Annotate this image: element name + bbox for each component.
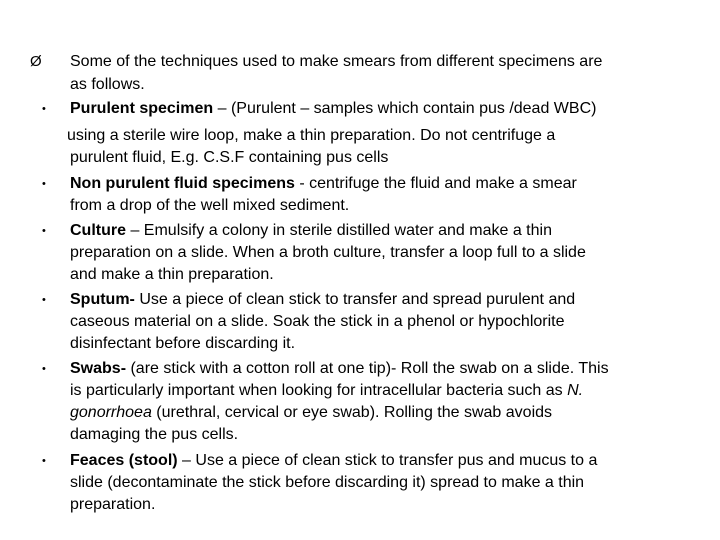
- bullet-icon: •: [42, 103, 46, 115]
- item-line-1: [70, 289, 575, 311]
- item-text: – (Purulent – samples which contain pus /dead WBC): [213, 100, 597, 117]
- item-line-3: preparation.: [70, 496, 156, 513]
- arrow-bullet-icon: Ø: [30, 53, 42, 70]
- intro-line-1: Some of the techniques used to make smears from different specimens are: [70, 53, 603, 70]
- item-title: Culture: [70, 222, 126, 239]
- item-title: Feaces (stool): [70, 452, 178, 469]
- intro-line-2: as follows.: [70, 76, 145, 93]
- item-title: Swabs-: [70, 360, 127, 377]
- item-line-1: [70, 173, 577, 195]
- bullet-icon: •: [42, 225, 46, 237]
- item-line-2: from a drop of the well mixed sediment.: [70, 197, 350, 214]
- item-line-4: damaging the pus cells.: [70, 426, 239, 443]
- item-text: (urethral, cervical or eye swab). Rolling the swab avoids: [151, 404, 553, 421]
- item-text: – Emulsify a colony in sterile distilled water and make a thin: [126, 222, 552, 239]
- bullet-icon: •: [42, 363, 46, 375]
- italic-genus: N.: [567, 382, 584, 399]
- bullet-icon: •: [42, 294, 46, 306]
- item-line-1: [70, 220, 552, 242]
- bullet-icon: •: [42, 455, 46, 467]
- item-line-3: and make a thin preparation.: [70, 266, 274, 283]
- item-line-2: caseous material on a slide. Soak the stick in a phenol or hypochlorite: [70, 313, 565, 330]
- item-text: - centrifuge the fluid and make a smear: [294, 175, 577, 192]
- item-title: Non purulent fluid specimens: [70, 175, 295, 192]
- item-title: Sputum-: [70, 291, 135, 308]
- item-text: Use a piece of clean stick to transfer and spread purulent and: [134, 291, 576, 308]
- item-line-1: [70, 98, 596, 120]
- item-line-3: [70, 402, 552, 424]
- item-line-2: preparation on a slide. When a broth culture, transfer a loop full to a slide: [70, 244, 586, 261]
- item-title: Purulent specimen: [70, 100, 214, 117]
- item-line-3: purulent fluid, E.g. C.S.F containing pus cells: [70, 149, 389, 166]
- item-line-3: disinfectant before discarding it.: [70, 335, 296, 352]
- item-line-2: using a sterile wire loop, make a thin preparation. Do not centrifuge a: [67, 127, 556, 144]
- item-line-2: slide (decontaminate the stick before discarding it) spread to make a thin: [70, 474, 585, 491]
- bullet-icon: •: [42, 178, 46, 190]
- item-line-1: [70, 358, 609, 380]
- item-text: is particularly important when looking for intracellular bacteria such as: [70, 382, 568, 399]
- item-text: (are stick with a cotton roll at one tip)- Roll the swab on a slide. This: [126, 360, 609, 377]
- item-line-1: [70, 450, 597, 472]
- item-text: – Use a piece of clean stick to transfer pus and mucus to a: [177, 452, 598, 469]
- italic-species: gonorrhoea: [70, 404, 152, 421]
- item-line-2: [70, 380, 583, 402]
